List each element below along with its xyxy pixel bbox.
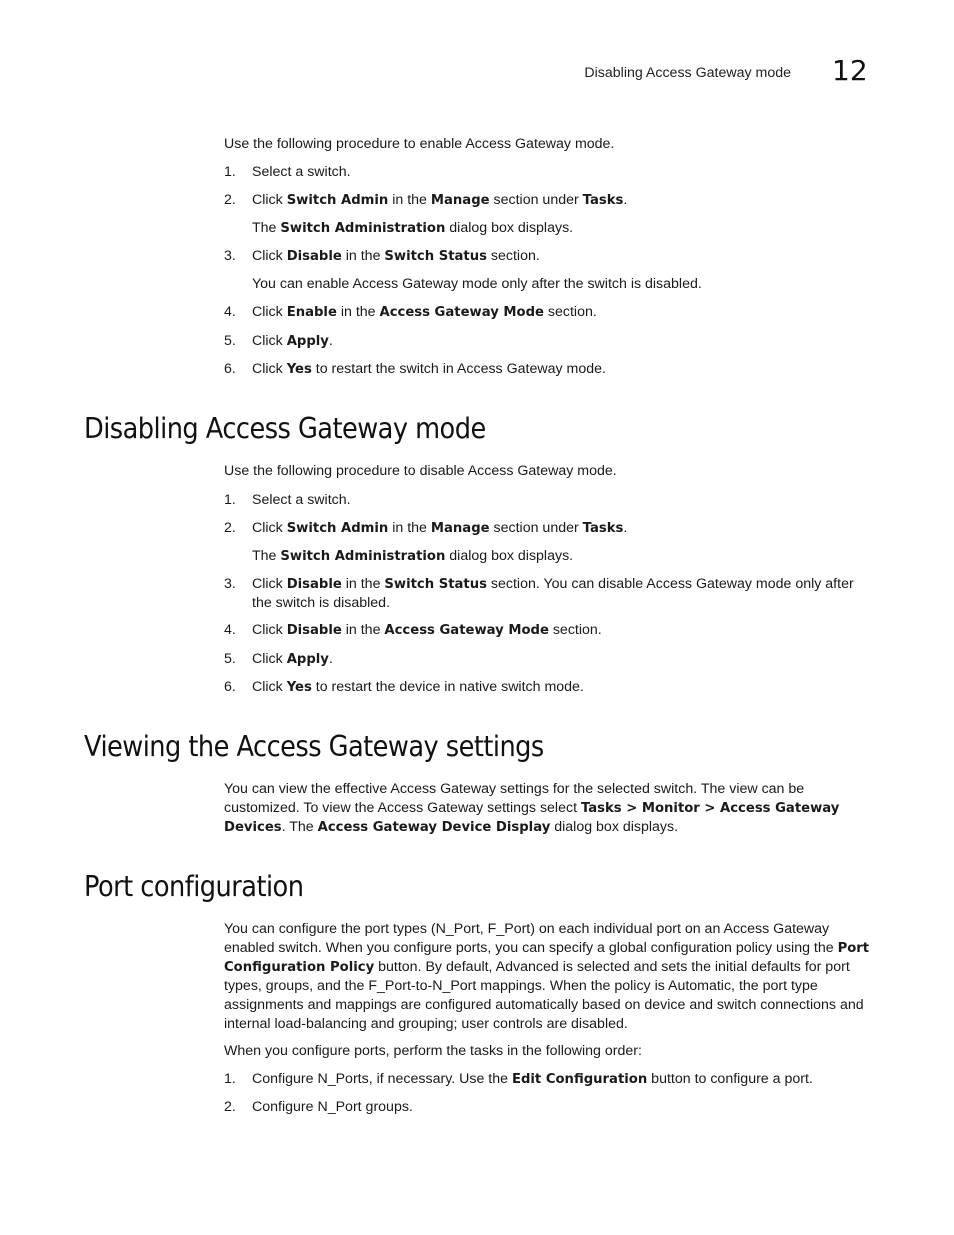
enable-intro: Use the following procedure to enable Access Gateway mode. xyxy=(224,136,615,152)
enable-step-2-note: The Switch Administration dialog box displays. xyxy=(252,220,574,236)
heading-viewing: Viewing the Access Gateway settings xyxy=(84,730,544,763)
chapter-number: 12 xyxy=(832,54,868,87)
enable-step-3-note: You can enable Access Gateway mode only after the switch is disabled. xyxy=(252,276,702,292)
heading-port-configuration: Port configuration xyxy=(84,870,304,903)
port-paragraph-1: You can configure the port types (N_Port, F_Port) on each individual port on an Access Gateway enabled switch. When you configure ports, you can specify a global configuration policy using the Port Configuration Policy button. By default, Advanced is selected and sets the initial defaults for port types, groups, and the F_Port-to-N_Port mappings. When the policy is Automatic, the port type assignments and mappings are configured automatically based on device and switch connections and internal load-balancing and grouping; user controls are disabled. xyxy=(224,921,870,1032)
heading-disabling: Disabling Access Gateway mode xyxy=(84,412,486,445)
disabling-intro: Use the following procedure to disable Access Gateway mode. xyxy=(224,463,617,479)
port-paragraph-2: When you configure ports, perform the tasks in the following order: xyxy=(224,1043,642,1059)
running-header: Disabling Access Gateway mode xyxy=(584,65,791,81)
viewing-paragraph: You can view the effective Access Gateway settings for the selected switch. The view can be customized. To view the Access Gateway settings select Tasks > Monitor > Access Gateway Devices. The Access Gateway Device Display dialog box displays. xyxy=(224,781,840,835)
disable-step-2-note: The Switch Administration dialog box displays. xyxy=(252,548,574,564)
